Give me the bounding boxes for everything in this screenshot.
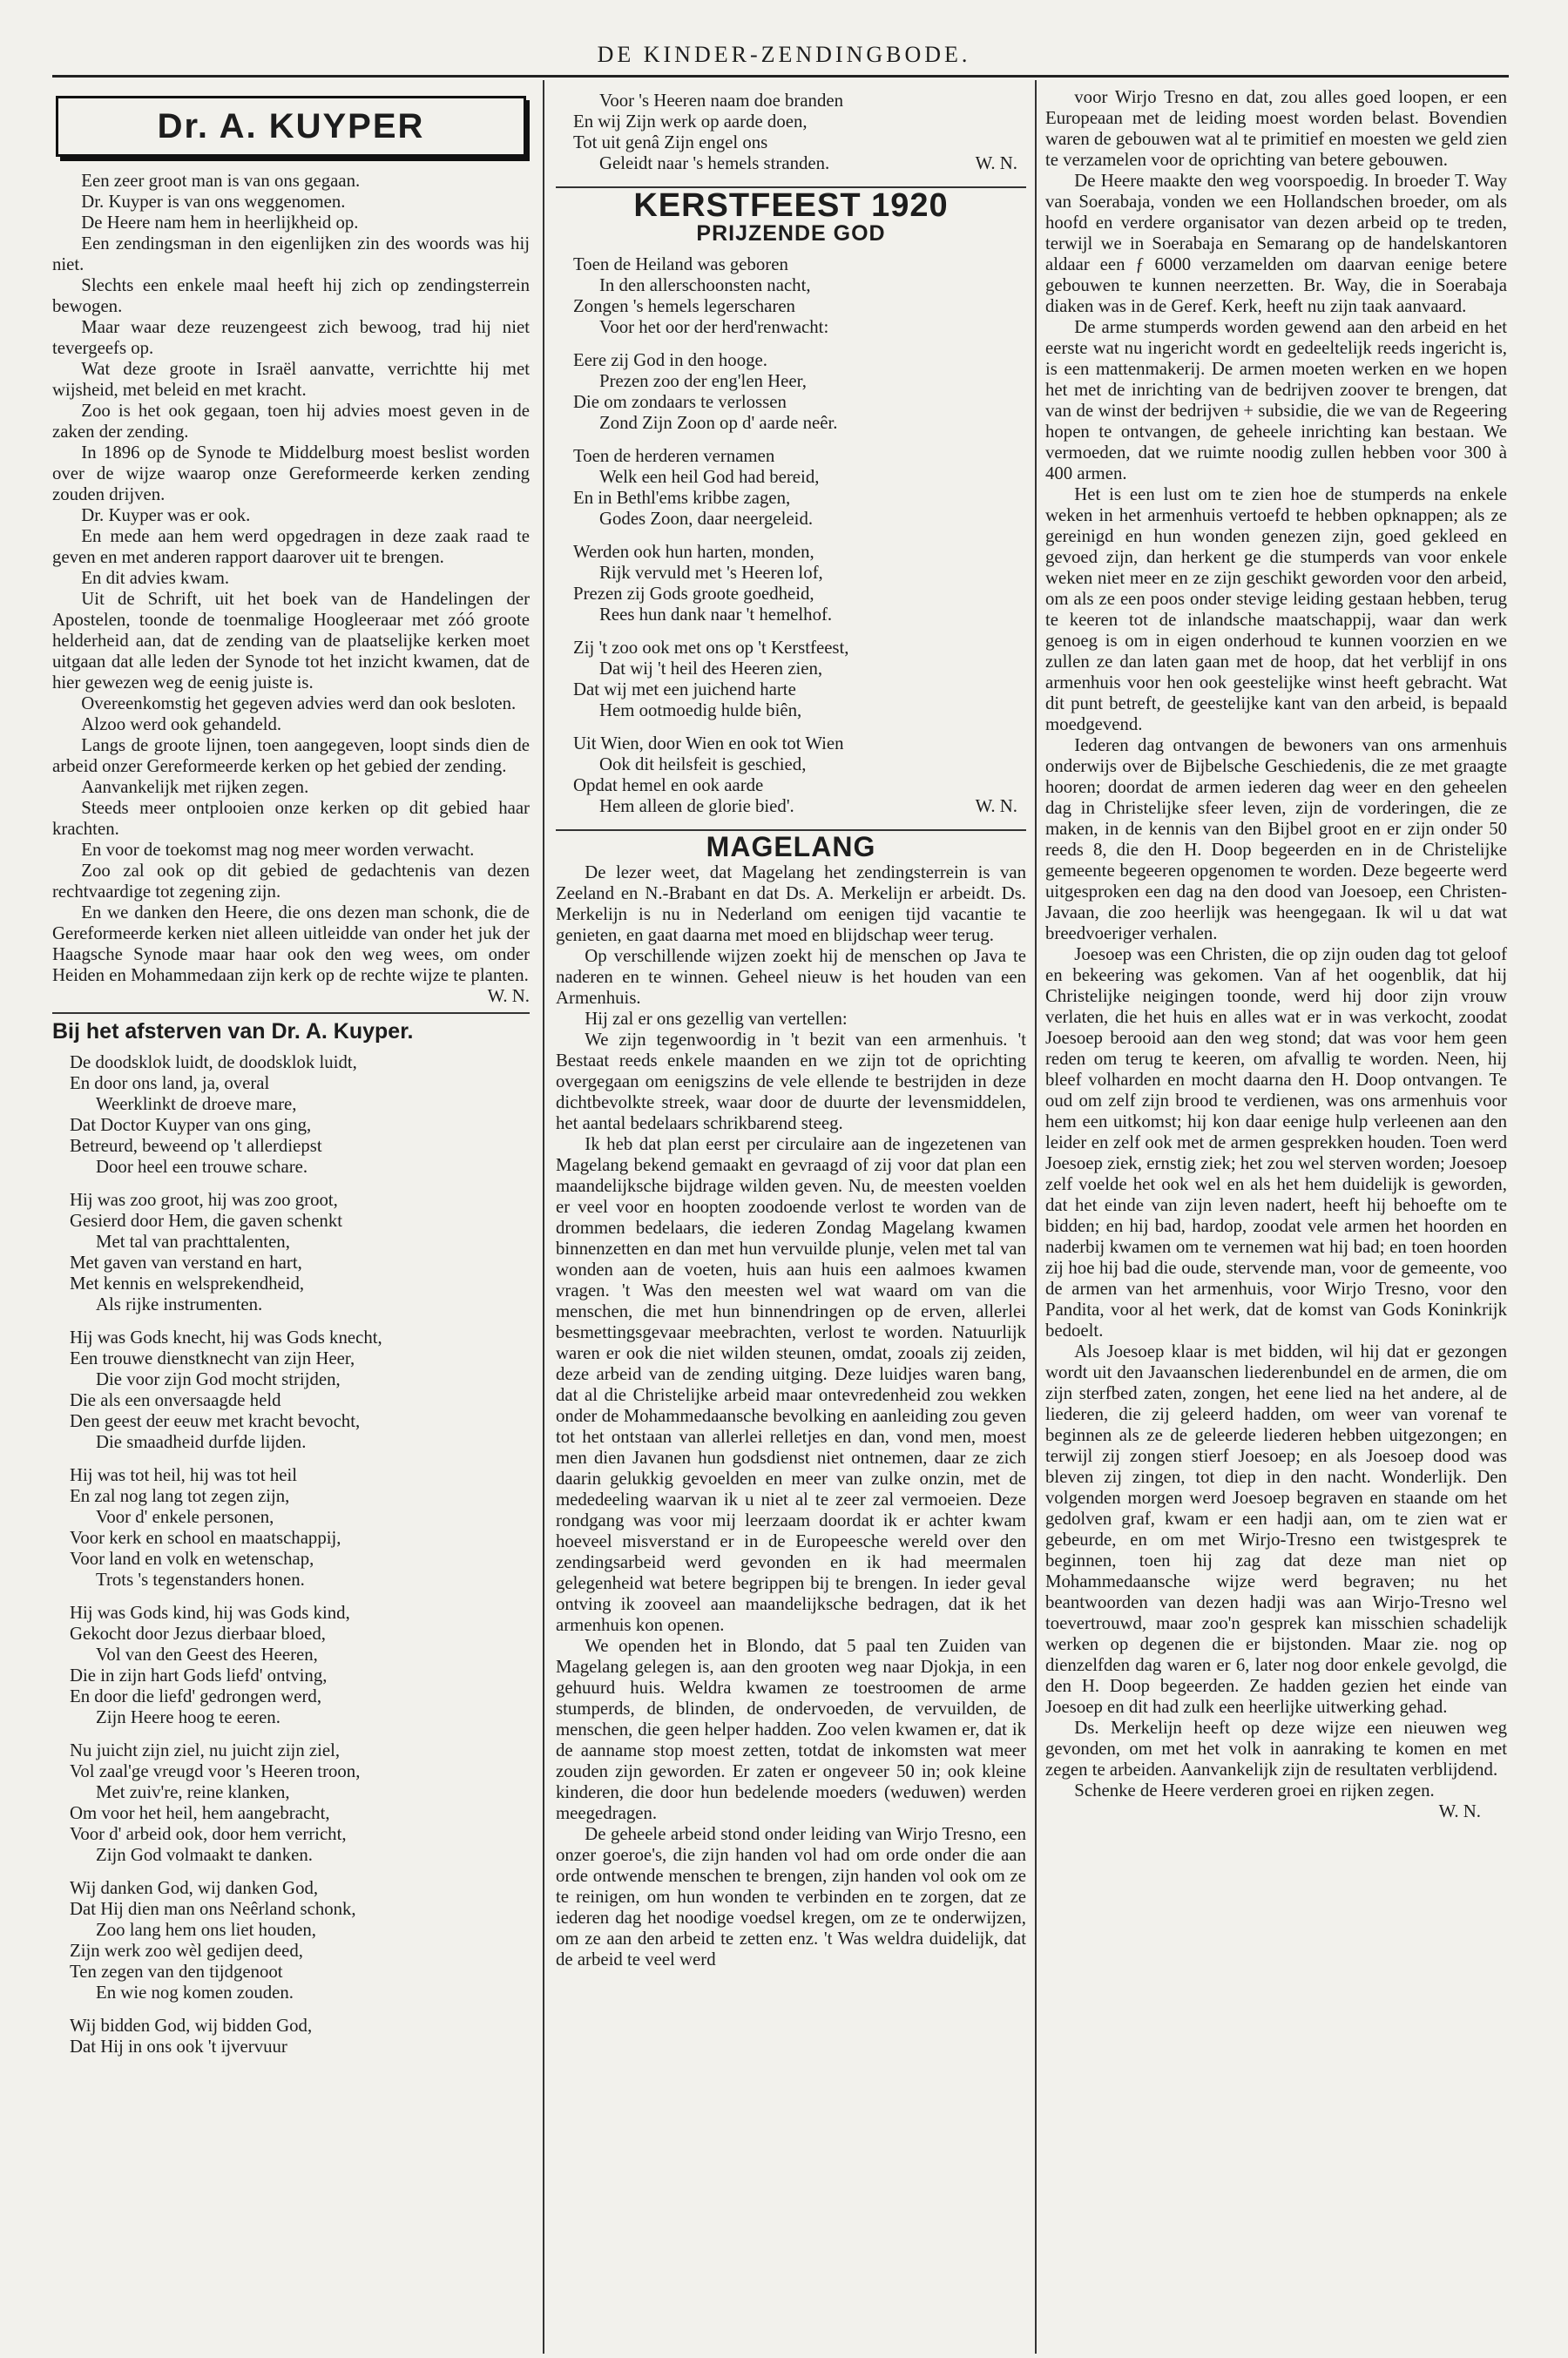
poem-line: Gesierd door Hem, die gaven schenkt (70, 1211, 343, 1231)
paragraph: En we danken den Heere, die ons dezen man schonk, die de Gereformeerde kerken niet alleen uitleidde van onder het juk der Haagsche Synode maar haar ook den weg wees, om onder Heiden en Mohammedaan zijn kerk op de rechte wijze te planten. (52, 902, 530, 985)
poem-line: Zijn werk zoo wèl gedijen deed, (70, 1941, 303, 1961)
poem-line: Ten zegen van den tijdgenoot (70, 1962, 283, 1982)
poem-line: Wij bidden God, wij bidden God, (70, 2016, 313, 2036)
paragraph: Als Joesoep klaar is met bidden, wil hij dat er gezongen wordt uit den Javaanschen liederenbundel en de armen, die om zijn sterfbed zaten, zongen, het eene lied na het andere, al de liederen, die zij geleerd hadden, om weer van vorenaf te beginnen als ze de geleerde liederen hebben uitgezongen; en terwijl zij zongen stierf Joesoep; en als Joesoep dood was bleven zij zingen, tot diep in den nacht. Wonderlijk. Den volgenden morgen werd Joesoep begraven en staande om het gedolven graf, kwam er een hadji aan, om te zien wat er gebeurde, en om met Wirjo-Tresno een twistgesprek te beginnen, toen hij zag dat deze man niet op Mohammedaansche wijze werd begraven; nu het beantwoorden van dezen hadji was aan Wirjo-Tresno wel toevertrouwd, maar zoo'n gesprek kan misschien schadelijk werken op degenen die er bijstonden. Maar zie. nog op dienzelfden dag waren er 6, later nog door enkele gevolgd, die den H. Doop begeerden. Ze hadden gezien het einde van Joesoep en dit had zulk een heerlijke uitwerking gehad. (1045, 1341, 1507, 1717)
christmas-poem (556, 254, 1026, 817)
poem-line: Zond Zijn Zoon op d' aarde neêr. (599, 413, 838, 433)
paragraph: Ds. Merkelijn heeft op deze wijze een nieuwen weg gevonden, om met het volk in aanraking te komen en met zegen te arbeiden. Aanvankelijk zijn de resultaten verblijdend. (1045, 1718, 1507, 1780)
section-rule (52, 1012, 530, 1014)
poem-continued (556, 91, 1026, 174)
poem-line: Hij was Gods knecht, hij was Gods knecht, (70, 1328, 382, 1348)
paragraph: Iederen dag ontvangen de bewoners van ons armenhuis onderwijs over de Bijbelsche Geschiedenis, die ze met graagte hooren; doordat de armen iederen dag weer en den geheelen dag in Christelijke sfeer leven, zijn de vorderingen, die ze maken, in de kennis van den Bijbel groot en er zijn onder 50 reeds 8, die den H. Doop begeerden en in de Christelijke gemeente begeeren opgenomen te worden. Deze begeerte werd uitgesproken een dag na den dood van Joesoep, een Christen-Javaan, die zoo heerlijk was heengegaan. Ik wil u dat wat breedvoeriger verhalen. (1045, 735, 1507, 943)
poem-line: Met zuiv're, reine klanken, (96, 1782, 290, 1802)
poem-line: En wie nog komen zouden. (96, 1983, 294, 2003)
stanza (556, 733, 1026, 817)
poem-line: Dat Hij dien man ons Neêrland schonk, (70, 1899, 356, 1919)
poem-line: Zongen 's hemels legerscharen (573, 296, 795, 316)
masthead: DE KINDER-ZENDINGBODE. (597, 42, 971, 67)
paragraph: Uit de Schrift, uit het boek van de Handelingen der Apostelen, toonde de toenmalige Hoogleeraar met zóó groote helderheid aan, dat de zending van de plaatselijke kerken moet uitgaan dat alle leden der Synode tot het inzicht kwamen, dat de hier gewezen weg de eenig juiste is. (52, 589, 530, 693)
poem-line: Die smaadheid durfde lijden. (96, 1432, 307, 1452)
kuyper-article (52, 171, 530, 986)
poem-line: Zijn Heere hoog te eeren. (96, 1707, 280, 1727)
stanza (52, 1328, 530, 1453)
paragraph: Schenke de Heere verderen groei en rijken zegen. (1074, 1780, 1435, 1801)
stanza (52, 1465, 530, 1591)
poem-line: Hij was tot heil, hij was tot heil (70, 1465, 298, 1485)
poem-line: Trots 's tegenstanders honen. (96, 1570, 305, 1590)
paragraph: Dr. Kuyper is van ons weggenomen. (81, 192, 346, 212)
poem-line: Hem alleen de glorie bied'. (599, 796, 794, 816)
stanza (52, 2016, 530, 2057)
paragraph: De geheele arbeid stond onder leiding van Wirjo Tresno, een onzer goeroe's, die zijn handen vol had om orde onder die aan orde ontwende menschen te brengen, zijn handen vol ook om ze te reinigen, om hun wonden te verbinden en te zorgen, dat ze iederen dag het noodige voedsel kregen, om ze te onderwijzen, om ze aan den arbeid te zetten enz. 't Was weldra duidelijk, dat de arbeid te veel werd (556, 1824, 1026, 1970)
stanza (52, 1052, 530, 1178)
poem-line: Gekocht door Jezus dierbaar bloed, (70, 1624, 326, 1644)
poem-line: Vol zaal'ge vreugd voor 's Heeren troon, (70, 1761, 361, 1781)
poem-line: Geleidt naar 's hemels stranden. (599, 153, 830, 173)
paragraph: De lezer weet, dat Magelang het zendingsterrein is van Zeeland en N.-Brabant en dat Ds. A. Merkelijn er arbeidt. Ds. Merkelijn is nu in Nederland om eenigen tijd vacantie te genieten, en gaat daarna met moed en blijdschap weer terug. (556, 862, 1026, 945)
paragraph: En mede aan hem werd opgedragen in deze zaak raad te geven en met anderen rapport daarover uit te brengen. (52, 526, 530, 567)
poem-line: Zoo lang hem ons liet houden, (96, 1920, 316, 1940)
kuyper-title-box (56, 96, 526, 157)
poem-line: Tot uit genâ Zijn engel ons (573, 132, 768, 152)
poem-line: De doodsklok luidt, de doodsklok luidt, (70, 1052, 357, 1072)
stanza (52, 1190, 530, 1315)
poem-line: Den geest der eeuw met kracht bevocht, (70, 1411, 361, 1431)
poem-line: Met tal van prachttalenten, (96, 1232, 290, 1252)
poem-line: Prezen zoo der eng'len Heer, (599, 371, 807, 391)
poem-line: Welk een heil God had bereid, (599, 467, 820, 487)
paragraph: De arme stumperds worden gewend aan den arbeid en het eerste wat nu ingericht wordt en gedeeltelijk reeds ingericht is, is een mattenmakerij. De armen moeten werken en we hopen het met de inrichting van de bedrijven zoover te brengen, dat van de winst der bedrijven + subsidie, die we van de Regeering hopen te ontvangen, de geheele inrichting kan bestaan. We vermoeden, dat we ruimte noodig zullen hebben voor 300 à 400 armen. (1045, 317, 1507, 483)
top-rule (52, 75, 1509, 78)
paragraph: Een zendingsman in den eigenlijken zin des woords was hij niet. (52, 233, 530, 274)
poem-line: Als rijke instrumenten. (96, 1294, 263, 1314)
magelang-article (556, 862, 1026, 1970)
christmas-signature: W. N. (975, 796, 1017, 816)
poem-line: Rees hun dank naar 't hemelhof. (599, 605, 833, 625)
poem-line: En zal nog lang tot zegen zijn, (70, 1486, 290, 1506)
paragraph: Joesoep was een Christen, die op zijn ouden dag tot geloof en bekeering was gekomen. Van af het oogenblik, dat hij Christelijke neigingen toonde, werd hij door zijn vrouw verlaten, die het huis en alles wat er in was verkocht, zoodat Joesoep berooid aan den weg stond; dat was voor hem geen reden om terug te keeren, om afvallig te worden. Neen, hij bleef volharden en mocht daarna den H. Doop ontvangen. Te oud om zelf zijn brood te verdienen, was ons armenhuis voor hem een uitkomst; hij kon daar eenige hulp verleenen aan den leider en zelf ook met de armen gesprekken houden. Toen werd Joesoep ziek, ernstig ziek; het zou wel sterven worden; Joesoep zelf voelde het ook wel en als het hem duidelijk is geworden, dat het einde van zijn leven nadert, heeft hij behoefte om te bidden; en hij bad, hardop, zoodat vele armen het hoorden en naderbij kwamen om te vernemen wat hij bad; en toen hoorden zij hoe hij bad die oude, stervende man, voor de gemeente, voo de armen van het armenhuis, voor Wirjo Tresno, voor den Pandita, voor al het werk, dat de komst van Gods Koninkrijk bedoelt. (1045, 944, 1507, 1341)
christmas-subtitle: PRIJZENDE GOD (696, 221, 886, 246)
christmas-title: KERSTFEEST 1920 (633, 187, 949, 224)
stanza (556, 254, 1026, 338)
poem-line: En wij Zijn werk op aarde doen, (573, 111, 808, 132)
poem-line: Toen de herderen vernamen (573, 446, 775, 466)
magelang-article-continued (1045, 87, 1507, 1801)
poem-line: Voor kerk en school en maatschappij, (70, 1528, 341, 1548)
paragraph: En dit advies kwam. (81, 568, 230, 588)
paragraph: voor Wirjo Tresno en dat, zou alles goed loopen, er een Europeaan met de leiding moest worden belast. Bovendien waren de gebouwen wat al te primitief en moesten we geld zien te verzamelen voor de oprichting van betere gebouwen. (1045, 87, 1507, 170)
paragraph: We openden het in Blondo, dat 5 paal ten Zuiden van Magelang gelegen is, aan den grooten weg naar Djokja, in een gehuurd huis. Weldra kwamen ze toestroomen de arme stumperds, de blinden, de ondervoeden, de vervuilden, de menschen, die geen helper hadden. Zoo velen kwamen er, dat ik de aanname stop moest zetten, totdat de inkomsten wat meer zouden zijn geworden. Er zaten er ongeveer 50 in; ook kleine kinderen, die door hun bedelende moeders (weduwen) werden meegedragen. (556, 1636, 1026, 1823)
paragraph: Ik heb dat plan eerst per circulaire aan de ingezetenen van Magelang bekend gemaakt en gevraagd of zij voor dat plan een maandelijksche bijdrage wilden geven. Nu, de meesten voelden er veel voor en hoopten zoodoende verlost te worden van de drommen bedelaars, die iederen Zondag Magelang kwamen binnenzetten en dan met hun vervuilde plunje, velen met tal van wonden aan de voeten, huis aan huis een aalmoes kwamen vragen. 't Was den meesten wel wat waard om van die menschen, die met hun binnendringen op de erven, allerlei besmettingsgevaar meebrachten, verlost te worden. Natuurlijk waren er ook die niet wilden steunen, omdat, zooals zij zeiden, deze arbeid van de zending uitging. Deze luidjes waren bang, dat al die Christelijke arbeid maar ontevredenheid zou wekken onder de Mohammedaansche bevolking en aanleiding zou geven tot het ontstaan van allerlei relletjes en dan, vond men, moest men dien Javanen hun godsdienst niet ontnemen, daar ze zich daarin gelukkig gevoelden en meer van zulke onzin, met de mededeeling waarvan ik u niet al te zeer zal vermoeien. Deze rondgang was voor mij leerzaam doordat ik er achter kwam hoeveel misverstand er in de Europeesche wereld over den zendingsarbeid werd gevonden en ik had meermalen gelegenheid wat betere begrippen bij te brengen. In ieder geval ontving ik zooveel aan maandelijksche bedragen, dat ik het armenhuis kon openen. (556, 1134, 1026, 1635)
column-2 (556, 87, 1026, 2358)
paragraph: De Heere maakte den weg voorspoedig. In broeder T. Way van Soerabaja, vonden we een Hollandschen broeder, om als hoofd en verdere organisator van dezen arbeid op te treden, terwijl we in Soerabaja en Semarang op de handelskantoren aldaar een ƒ 6000 verzamelden om daarvan eenige betere gebouwen te kunnen neerzetten. Br. Way, die in Soerabaja diaken was in de Geref. Kerk, heeft nu zijn taak aanvaard. (1045, 171, 1507, 316)
column-3 (1045, 87, 1507, 2358)
poem-line: Toen de Heiland was geboren (573, 254, 788, 274)
poem-title: Bij het afsterven van Dr. A. Kuyper. (52, 1019, 414, 1044)
poem-line: Zij 't zoo ook met ons op 't Kerstfeest, (573, 638, 849, 658)
column-1 (52, 87, 530, 2358)
paragraph: Alzoo werd ook gehandeld. (81, 714, 282, 734)
poem-line: En door ons land, ja, overal (70, 1073, 270, 1093)
poem-line: Ook dit heilsfeit is geschied, (599, 754, 807, 774)
paragraph: Steeds meer ontplooien onze kerken op dit gebied haar krachten. (52, 798, 530, 839)
paragraph: Dr. Kuyper was er ook. (81, 505, 251, 525)
poem-line: Opdat hemel en ook aarde (573, 775, 764, 795)
poem-line: Met gaven van verstand en hart, (70, 1253, 302, 1273)
kuyper-poem (52, 1052, 530, 2057)
paragraph: Zoo is het ook gegaan, toen hij advies moest geven in de zaken der zending. (52, 401, 530, 442)
stanza (556, 446, 1026, 530)
paragraph: Hij zal er ons gezellig van vertellen: (585, 1009, 848, 1029)
stanza (556, 350, 1026, 434)
paragraph: En voor de toekomst mag nog meer worden verwacht. (81, 840, 475, 860)
poem-line: Vol van den Geest des Heeren, (96, 1645, 318, 1665)
poem-line: In den allerschoonsten nacht, (599, 275, 811, 295)
magelang-signature: W. N. (1438, 1801, 1481, 1821)
column-divider (543, 80, 544, 2354)
poem-line: Godes Zoon, daar neergeleid. (599, 509, 814, 529)
poem-line: Prezen zij Gods groote goedheid, (573, 584, 814, 604)
poem-line: Uit Wien, door Wien en ook tot Wien (573, 733, 844, 753)
poem-line: Dat wij met een juichend harte (573, 679, 796, 699)
poem-line: Betreurd, beweend op 't allerdiepst (70, 1136, 322, 1156)
kuyper-title: Dr. A. KUYPER (157, 107, 425, 145)
poem-line: Voor d' arbeid ook, door hem verricht, (70, 1824, 347, 1844)
poem-line: Hij was Gods kind, hij was Gods kind, (70, 1603, 350, 1623)
stanza (556, 638, 1026, 721)
kuyper-signature: W. N. (487, 986, 530, 1006)
poem-line: Door heel een trouwe schare. (96, 1157, 308, 1177)
poem-line: Voor 's Heeren naam doe branden (599, 91, 843, 111)
poem-line: Dat wij 't heil des Heeren zien, (599, 659, 823, 679)
paragraph: Een zeer groot man is van ons gegaan. (81, 171, 361, 191)
poem-line: Die als een onversaagde held (70, 1390, 281, 1410)
poem-line: Hij was zoo groot, hij was zoo groot, (70, 1190, 338, 1210)
poem-line: Die in zijn hart Gods liefd' ontving, (70, 1665, 328, 1686)
poem-line: Eere zij God in den hooge. (573, 350, 767, 370)
paragraph: Wat deze groote in Israël aanvatte, verrichtte hij met wijsheid, met beleid en met kracht. (52, 359, 530, 400)
stanza (52, 1740, 530, 1866)
poem-line: En in Bethl'ems kribbe zagen, (573, 488, 791, 508)
poem-line: Zijn God volmaakt te danken. (96, 1845, 313, 1865)
poem-line: Om voor het heil, hem aangebracht, (70, 1803, 330, 1823)
poem-line: Die voor zijn God mocht strijden, (96, 1369, 341, 1389)
poem-line: Dat Doctor Kuyper van ons ging, (70, 1115, 312, 1135)
paragraph: Langs de groote lijnen, toen aangegeven, loopt sinds dien de arbeid onzer Gereformeerde kerken op het gebied der zending. (52, 735, 530, 776)
poem-line: Werden ook hun harten, monden, (573, 542, 814, 562)
poem-line: Voor het oor der herd'renwacht: (599, 317, 829, 337)
poem-line: Nu juicht zijn ziel, nu juicht zijn ziel, (70, 1740, 341, 1760)
poem-line: Met kennis en welsprekendheid, (70, 1274, 305, 1294)
poem-line: Wij danken God, wij danken God, (70, 1878, 319, 1898)
stanza (52, 1878, 530, 2003)
paragraph: Zoo zal ook op dit gebied de gedachtenis van dezen rechtvaardige tot zegening zijn. (52, 861, 530, 902)
paragraph: Het is een lust om te zien hoe de stumperds na enkele weken in het armenhuis vertoefd te hebben opknappen; als ze gereinigd en hun wonden genezen zijn, goed gekleed en gevoed zijn, dan herkent ge die stumperds van voor enkele weken niet meer en ze zijn geschikt geworden voor den arbeid, om als ze een poos onder stevige leiding gestaan hebben, terug te keeren tot de inlandsche maatschappij, waar dan werk genoeg is om in eigen onderhoud te kunnen voorzien en we zullen ze dan laten gaan met de hoop, dat het verblijf in ons armenhuis voor hen ook geestelijke winst heeft gebracht. Wat dit punt betreft, de geestelijke kant van den arbeid, is bepaald moedgevend. (1045, 484, 1507, 734)
paragraph: In 1896 op de Synode te Middelburg moest beslist worden over de wijze waarop onze Gereformeerde kerken zending zouden drijven. (52, 443, 530, 504)
poem-line: Dat Hij in ons ook 't ijvervuur (70, 2037, 287, 2057)
stanza (52, 1603, 530, 1728)
poem-line: Hem ootmoedig hulde biên, (599, 700, 802, 720)
poem-line-with-signature (573, 796, 1026, 817)
poem-line: Weerklinkt de droeve mare, (96, 1094, 297, 1114)
paragraph: De Heere nam hem in heerlijkheid op. (81, 213, 359, 233)
poem-line: En door die liefd' gedrongen werd, (70, 1686, 322, 1706)
paragraph: Aanvankelijk met rijken zegen. (81, 777, 309, 797)
poem-line: Voor land en volk en wetenschap, (70, 1549, 314, 1569)
poem-line-with-signature (573, 153, 1026, 174)
poem-signature: W. N. (975, 153, 1017, 173)
poem-line: Rijk vervuld met 's Heeren lof, (599, 563, 823, 583)
paragraph: Op verschillende wijzen zoekt hij de menschen op Java te naderen en te winnen. Geheel nieuw is het houden van een Armenhuis. (556, 946, 1026, 1008)
paragraph: Maar waar deze reuzengeest zich bewoog, trad hij niet tevergeefs op. (52, 317, 530, 358)
magelang-title: MAGELANG (706, 831, 876, 862)
poem-line: Die om zondaars te verlossen (573, 392, 787, 412)
column-divider (1035, 80, 1037, 2354)
poem-line: Voor d' enkele personen, (96, 1507, 274, 1527)
paragraph: Slechts een enkele maal heeft hij zich op zendingsterrein bewogen. (52, 275, 530, 316)
stanza (556, 542, 1026, 625)
poem-line: Een trouwe dienstknecht van zijn Heer, (70, 1348, 355, 1368)
paragraph: We zijn tegenwoordig in 't bezit van een armenhuis. 't Bestaat reeds enkele maanden en we zijn tot de oprichting overgegaan om eenigszins de vele ellende te bestrijden in deze dichtbevolkte streek, waar door de duurte der levensmiddelen, het aantal bedelaars schrikbarend steeg. (556, 1030, 1026, 1133)
paragraph: Overeenkomstig het gegeven advies werd dan ook besloten. (81, 693, 517, 713)
